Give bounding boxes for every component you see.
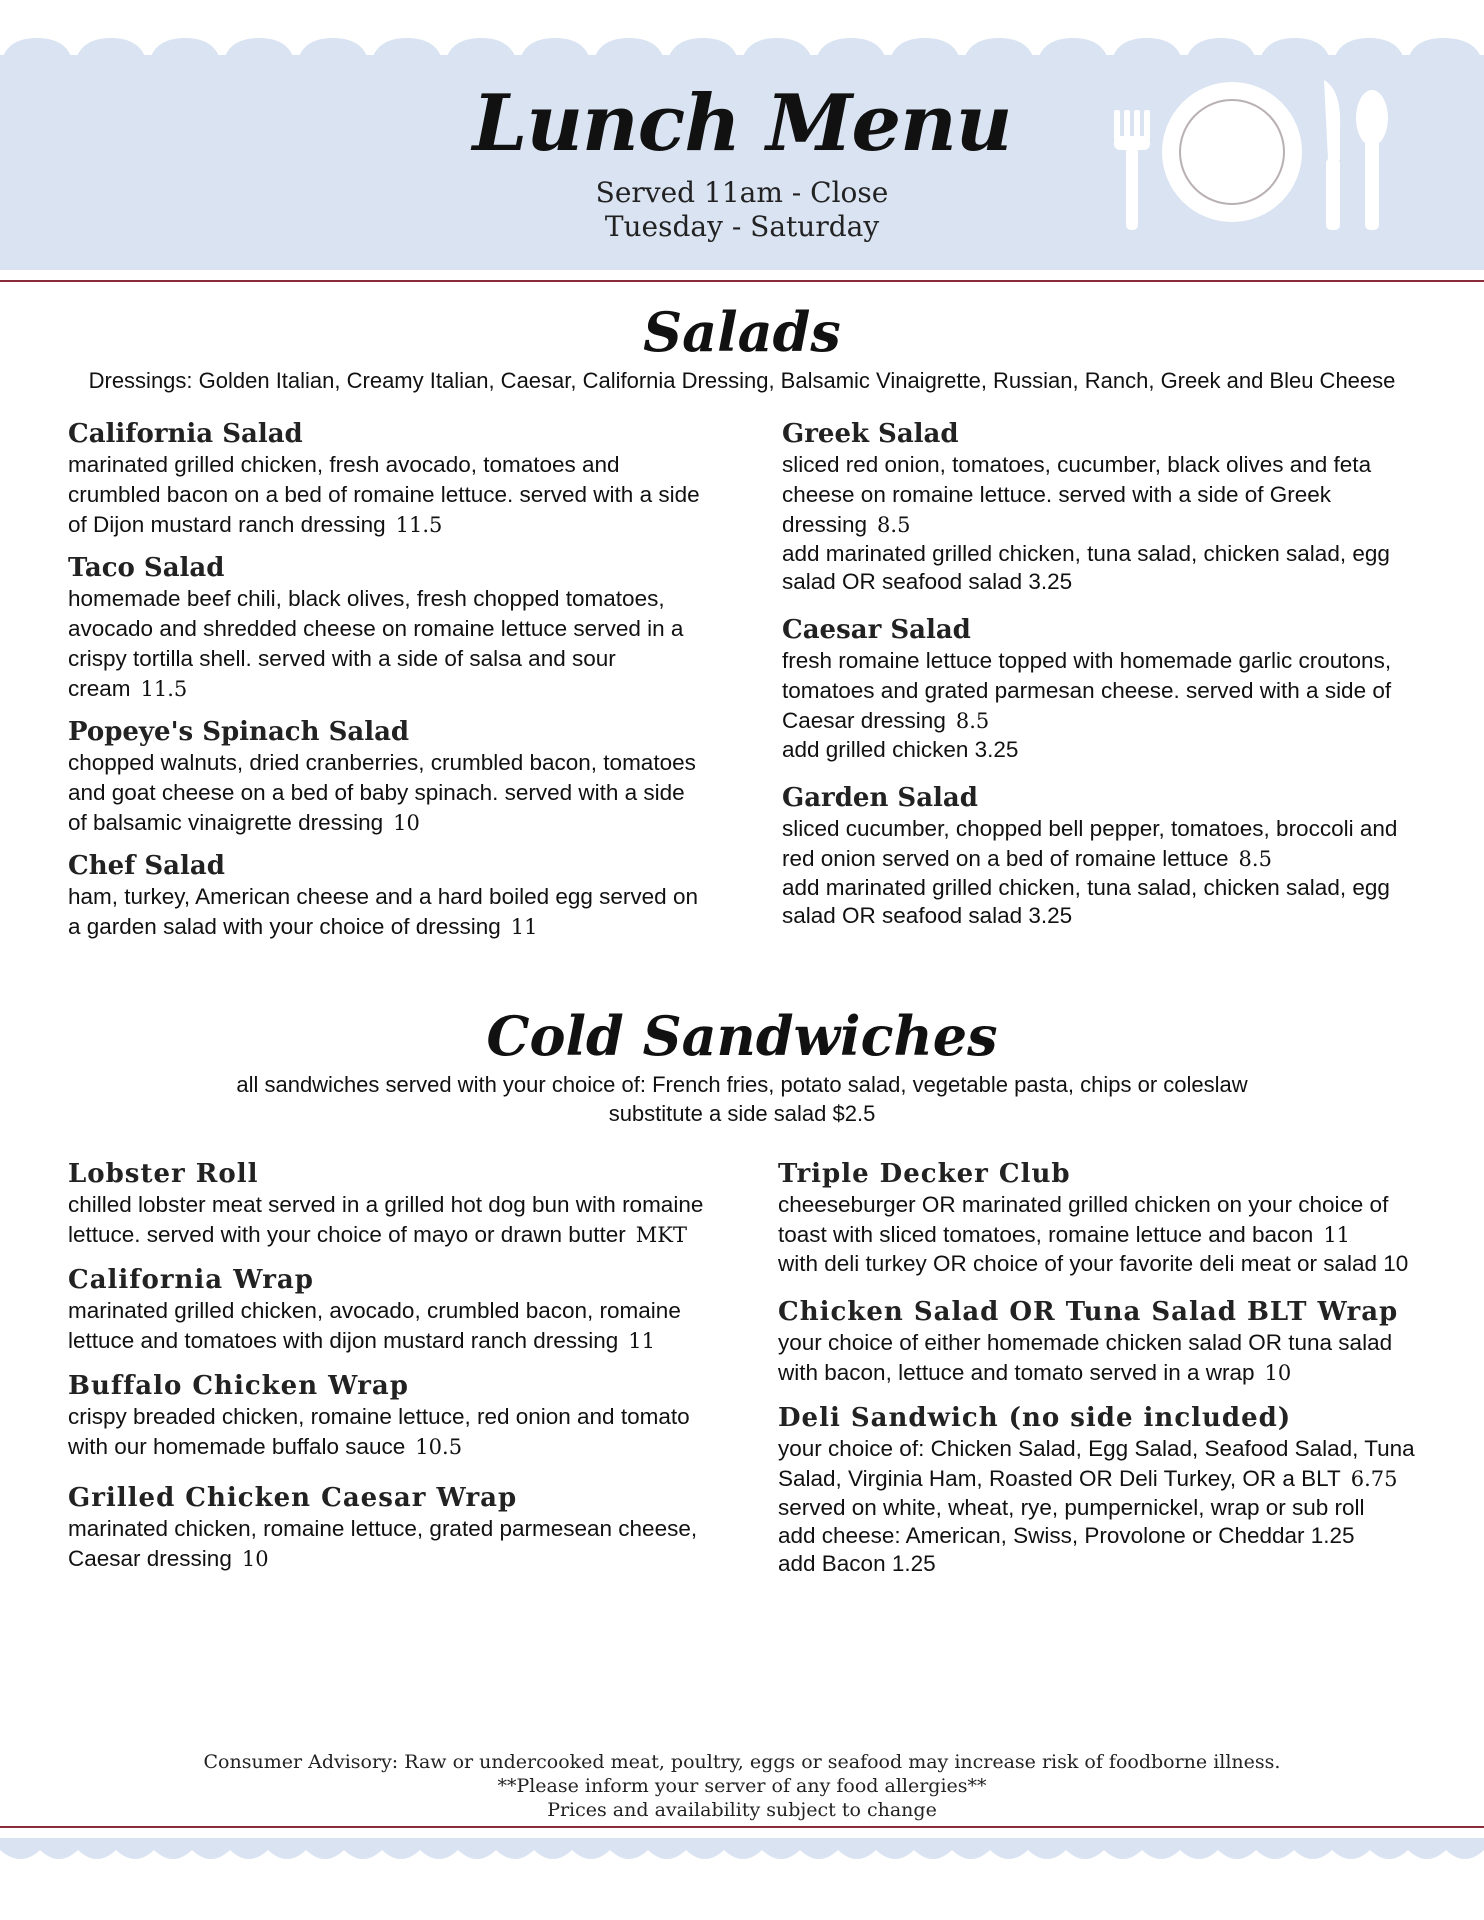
item-description: your choice of either homemade chicken salad OR tuna salad with bacon, lettuce and tomato served in a wrap 10	[778, 1330, 1393, 1385]
footer-rule	[0, 1826, 1484, 1828]
menu-item	[68, 1264, 708, 1356]
menu-item	[68, 1482, 708, 1574]
item-name: California Salad	[68, 419, 303, 449]
item-name: Chicken Salad OR Tuna Salad BLT Wrap	[778, 1297, 1399, 1327]
place-setting-icon	[1110, 70, 1390, 230]
item-addon: add grilled chicken 3.25	[782, 737, 1019, 762]
item-description: chopped walnuts, dried cranberries, crumbled bacon, tomatoes and goat cheese on a bed of baby spinach. served with a side of balsamic vinaigrette dressing 10	[68, 750, 696, 835]
item-price: 10	[241, 1547, 269, 1571]
item-price: 11.5	[395, 513, 443, 537]
item-description: marinated grilled chicken, fresh avocado, tomatoes and crumbled bacon on a bed of romaine lettuce. served with a side of Dijon mustard ranch dressing 11.5	[68, 452, 700, 537]
sides-note: all sandwiches served with your choice of: French fries, potato salad, vegetable pasta, chips or coleslaw	[236, 1072, 1248, 1097]
item-description: homemade beef chili, black olives, fresh chopped tomatoes, avocado and shredded cheese on romaine lettuce served in a crispy tortilla shell. served with a side of salsa and sour cream 11.5	[68, 586, 684, 701]
item-price: 11.5	[140, 677, 188, 701]
item-price: 6.75	[1350, 1467, 1398, 1491]
item-price: 10.5	[415, 1435, 463, 1459]
item-addon: add cheese: American, Swiss, Provolone or Cheddar 1.25	[778, 1523, 1355, 1548]
menu-item	[68, 850, 708, 942]
served-hours: Served 11am - Close	[595, 176, 889, 209]
menu-title: Lunch Menu	[472, 78, 1012, 169]
menu-item	[778, 1296, 1418, 1388]
item-name: California Wrap	[68, 1265, 314, 1295]
item-name: Grilled Chicken Caesar Wrap	[68, 1483, 518, 1513]
consumer-advisory: Consumer Advisory: Raw or undercooked meat, poultry, eggs or seafood may increase risk of foodborne illness.	[203, 1751, 1281, 1773]
item-description: marinated grilled chicken, avocado, crumbled bacon, romaine lettuce and tomatoes with dijon mustard ranch dressing 11	[68, 1298, 681, 1353]
item-description: sliced red onion, tomatoes, cucumber, black olives and feta cheese on romaine lettuce. served with a side of Greek dressing 8.5	[782, 452, 1372, 537]
cold-sandwiches-heading: Cold Sandwiches	[486, 1004, 998, 1068]
salads-heading: Salads	[643, 300, 841, 364]
item-price: 8.5	[877, 513, 911, 537]
menu-item	[778, 1402, 1418, 1578]
item-name: Popeye's Spinach Salad	[68, 717, 410, 747]
item-name: Deli Sandwich (no side included)	[778, 1403, 1292, 1433]
item-addon: add marinated grilled chicken, tuna salad, chicken salad, egg salad OR seafood salad 3.25	[782, 875, 1390, 928]
item-name: Greek Salad	[782, 419, 959, 449]
item-addon: add Bacon 1.25	[778, 1551, 936, 1576]
item-addon: add marinated grilled chicken, tuna salad, chicken salad, egg salad OR seafood salad 3.25	[782, 541, 1390, 594]
item-price: 8.5	[955, 709, 990, 733]
item-name: Garden Salad	[782, 783, 978, 813]
item-price: 10	[393, 811, 420, 835]
salads-right-column	[782, 418, 1412, 942]
menu-item	[68, 552, 708, 704]
salads-left-column	[68, 418, 708, 954]
item-name: Caesar Salad	[782, 615, 971, 645]
scallop-footer-border	[0, 1838, 1484, 1868]
header-rule	[0, 280, 1484, 282]
item-description: fresh romaine lettuce topped with homemade garlic croutons, tomatoes and grated parmesan cheese. served with a side of Caesar dressing 8.5	[782, 648, 1392, 733]
item-description: cheeseburger OR marinated grilled chicken on your choice of toast with sliced tomatoes, romaine lettuce and bacon 11	[778, 1192, 1389, 1247]
item-addon: with deli turkey OR choice of your favorite deli meat or salad 10	[778, 1251, 1409, 1276]
item-price: 11	[1323, 1223, 1351, 1247]
item-addon: served on white, wheat, rye, pumpernickel, wrap or sub roll	[778, 1495, 1365, 1520]
item-description: chilled lobster meat served in a grilled hot dog bun with romaine lettuce. served with your choice of mayo or drawn butter MKT	[68, 1192, 704, 1247]
menu-item	[68, 1158, 708, 1250]
menu-item	[68, 1370, 708, 1462]
item-name: Taco Salad	[68, 553, 225, 583]
menu-item	[782, 614, 1412, 764]
item-price: 11	[510, 915, 538, 939]
prices-note: Prices and availability subject to change	[547, 1799, 937, 1821]
scallop-bottom-border	[0, 252, 1484, 278]
item-description: ham, turkey, American cheese and a hard boiled egg served on a garden salad with your choice of dressing 11	[68, 884, 698, 939]
item-description: sliced cucumber, chopped bell pepper, tomatoes, broccoli and red onion served on a bed of romaine lettuce 8.5	[782, 816, 1398, 871]
item-price: 11	[628, 1329, 656, 1353]
sandwiches-right-column	[778, 1158, 1418, 1590]
item-name: Buffalo Chicken Wrap	[68, 1371, 409, 1401]
menu-item	[782, 782, 1412, 930]
menu-item	[68, 716, 708, 838]
item-price: 10	[1264, 1361, 1292, 1385]
menu-item	[68, 418, 708, 540]
item-name: Chef Salad	[68, 851, 225, 881]
item-name: Lobster Roll	[68, 1159, 259, 1189]
item-description: your choice of: Chicken Salad, Egg Salad, Seafood Salad, Tuna Salad, Virginia Ham, Roasted OR Deli Turkey, OR a BLT 6.75	[778, 1436, 1415, 1491]
scallop-top-border	[0, 38, 1484, 74]
dressings-list: Dressings: Golden Italian, Creamy Italian, Caesar, California Dressing, Balsamic Vinaigrette, Russian, Ranch, Greek and Bleu Cheese	[88, 368, 1396, 393]
sandwiches-left-column	[68, 1158, 708, 1586]
item-price: MKT	[635, 1223, 687, 1247]
menu-item	[782, 418, 1412, 596]
allergy-note: **Please inform your server of any food allergies**	[497, 1775, 987, 1797]
item-description: marinated chicken, romaine lettuce, grated parmesean cheese, Caesar dressing 10	[68, 1516, 698, 1571]
item-description: crispy breaded chicken, romaine lettuce, red onion and tomato with our homemade buffalo sauce 10.5	[68, 1404, 690, 1459]
menu-item	[778, 1158, 1418, 1278]
item-name: Triple Decker Club	[778, 1159, 1071, 1189]
item-price: 8.5	[1238, 847, 1272, 871]
side-salad-note: substitute a side salad $2.5	[608, 1101, 876, 1126]
served-days: Tuesday - Saturday	[604, 210, 880, 243]
